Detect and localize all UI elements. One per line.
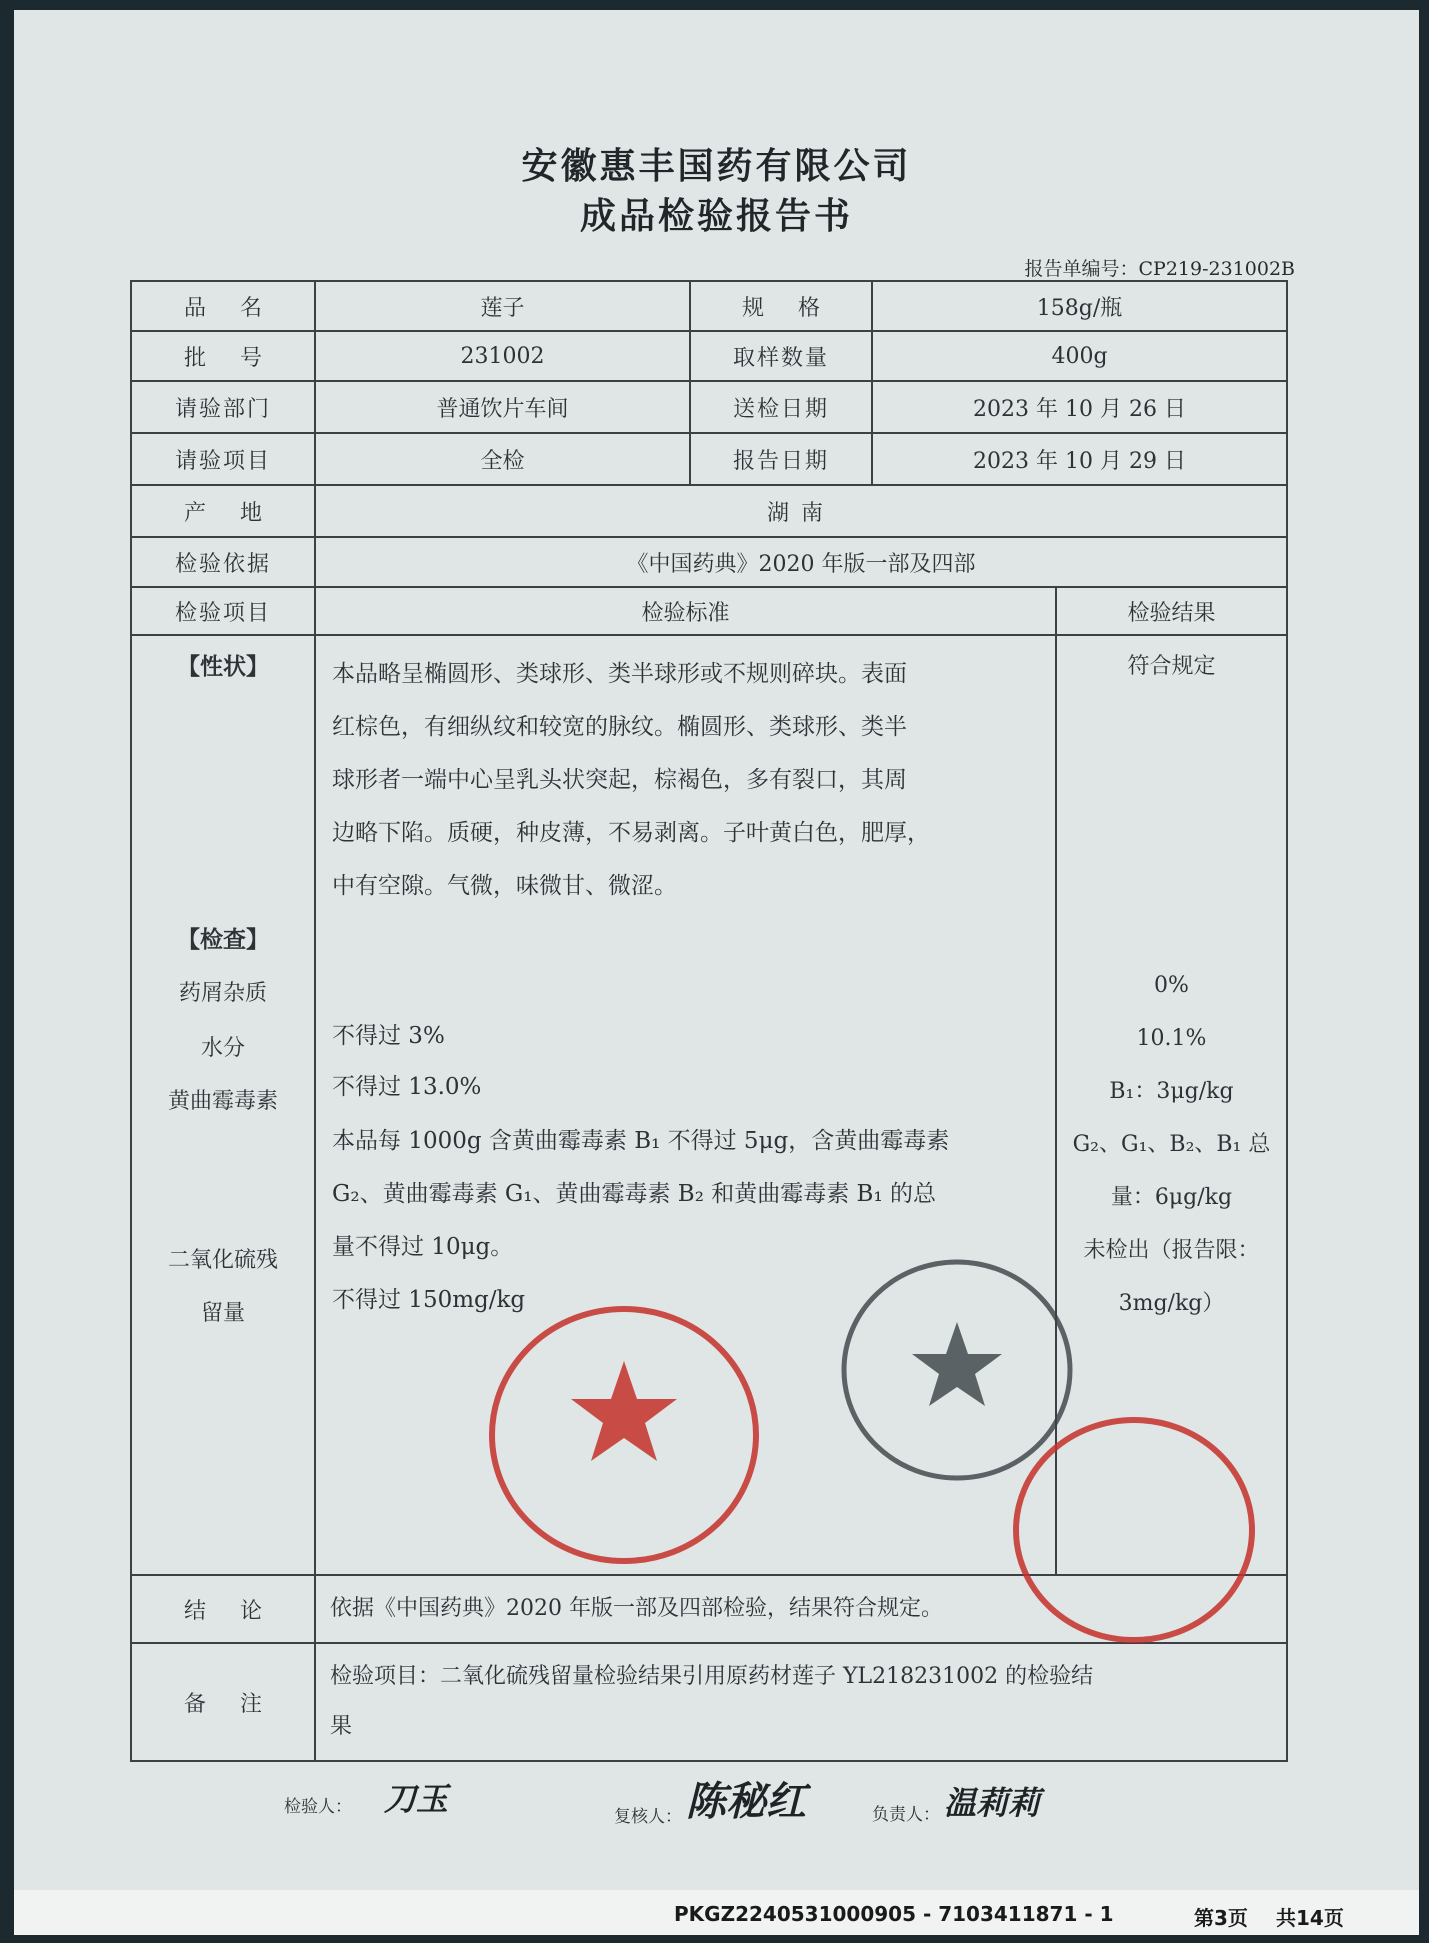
reviewer-signature: 陈秘红 — [686, 1778, 806, 1825]
signature-row — [14, 1780, 1419, 1840]
appearance-result: 符合规定 — [1127, 654, 1216, 679]
report-date-value: 2023 年 10 月 29 日 — [872, 433, 1287, 485]
basis-value: 《中国药典》2020 年版一部及四部 — [315, 537, 1287, 587]
sample-qty-value: 400g — [872, 331, 1287, 381]
col-item-header: 检验项目 — [131, 587, 315, 635]
company-title: 安徽惠丰国药有限公司 — [521, 146, 912, 187]
aflatoxin-result-line: B₁：3μg/kg — [1109, 1079, 1234, 1104]
submit-date-label: 送检日期 — [690, 381, 872, 433]
report-number-label: 报告单编号： — [1024, 258, 1139, 280]
so2-result-line: 3mg/kg） — [1118, 1291, 1225, 1316]
report-date-label: 报告日期 — [690, 433, 872, 485]
footer-page: 第3页 — [1194, 1906, 1248, 1930]
row-basis — [131, 537, 1287, 587]
row-batch — [131, 331, 1287, 381]
row-origin — [131, 485, 1287, 537]
aflatoxin-result-line: G₂、G₁、B₂、B₁ 总 — [1072, 1132, 1271, 1157]
inspector-signature: 刀玉 — [384, 1780, 449, 1818]
aflatoxin-std-line: 量不得过 10μg。 — [332, 1234, 514, 1260]
appearance-std-line: 本品略呈椭圆形、类球形、类半球形或不规则碎块。表面 — [332, 661, 907, 687]
water-result: 10.1% — [1136, 1026, 1207, 1051]
row-item — [131, 433, 1287, 485]
basis-label: 检验依据 — [131, 537, 315, 587]
conclusion-label: 结论 — [131, 1575, 315, 1643]
page-footer — [14, 1890, 1419, 1935]
origin-value: 湖南 — [315, 485, 1287, 537]
appearance-std-line: 球形者一端中心呈乳头状突起，棕褐色，多有裂口，其周 — [332, 767, 907, 793]
inspector-label: 检验人： — [284, 1797, 352, 1817]
water-std: 不得过 13.0% — [332, 1074, 482, 1100]
footer-total: 共14页 — [1276, 1906, 1344, 1930]
item-label: 请验项目 — [131, 433, 315, 485]
responsible-label: 负责人： — [872, 1805, 940, 1825]
remark-line1: 检验项目：二氧化硫残留量检验结果引用原药材莲子 YL218231002 的检验结 — [330, 1664, 1094, 1689]
aflatoxin-std-line: 本品每 1000g 含黄曲霉毒素 B₁ 不得过 5μg，含黄曲霉毒素 — [332, 1128, 950, 1154]
footer-code: PKGZ2240531000905 - 7103411871 - 1 — [674, 1902, 1114, 1926]
spec-value: 158g/瓶 — [872, 281, 1287, 331]
dept-value: 普通饮片车间 — [315, 381, 690, 433]
impurity-label: 药屑杂质 — [178, 981, 267, 1006]
water-label: 水分 — [200, 1036, 245, 1061]
report-paper — [14, 10, 1419, 1935]
test-items-column — [131, 635, 315, 1575]
sample-qty-label: 取样数量 — [690, 331, 872, 381]
batch-value: 231002 — [315, 331, 690, 381]
document-title: 成品检验报告书 — [579, 196, 853, 237]
appearance-std-line: 中有空隙。气微，味微甘、微涩。 — [332, 873, 677, 899]
product-name-label: 品名 — [131, 281, 315, 331]
appearance-std-line: 边略下陷。质硬，种皮薄，不易剥离。子叶黄白色，肥厚， — [332, 820, 930, 846]
submit-date-value: 2023 年 10 月 26 日 — [872, 381, 1287, 433]
aflatoxin-std-line: G₂、黄曲霉毒素 G₁、黄曲霉毒素 B₂ 和黄曲霉毒素 B₁ 的总 — [332, 1181, 936, 1207]
conclusion-text: 依据《中国药典》2020 年版一部及四部检验，结果符合规定。 — [315, 1575, 1287, 1643]
impurity-result: 0% — [1154, 973, 1189, 998]
category-appearance: 【性状】 — [177, 654, 269, 680]
so2-result-line: 未检出（报告限： — [1083, 1238, 1260, 1263]
report-number-value: CP219-231002B — [1138, 258, 1295, 280]
red-stamp-left — [474, 1295, 774, 1575]
reviewer-label: 复核人： — [614, 1807, 682, 1827]
row-remark — [131, 1643, 1287, 1761]
remark-line2: 果 — [330, 1714, 353, 1739]
so2-label-line2: 留量 — [200, 1301, 245, 1326]
impurity-std: 不得过 3% — [332, 1023, 445, 1049]
row-dept — [131, 381, 1287, 433]
row-column-headers — [131, 587, 1287, 635]
col-result-header: 检验结果 — [1056, 587, 1287, 635]
spec-label: 规格 — [690, 281, 872, 331]
spacer — [332, 913, 1045, 1013]
responsible-signature: 温莉莉 — [944, 1784, 1041, 1822]
category-inspection: 【检查】 — [177, 927, 269, 953]
aflatoxin-label: 黄曲霉毒素 — [167, 1089, 278, 1114]
aflatoxin-result-line: 量：6μg/kg — [1110, 1185, 1233, 1210]
report-number — [1024, 254, 1295, 281]
remark-label: 备注 — [131, 1643, 315, 1761]
item-value: 全检 — [315, 433, 690, 485]
so2-std: 不得过 150mg/kg — [332, 1287, 526, 1313]
red-stamp-right — [1004, 1410, 1264, 1650]
remark-text — [315, 1643, 1287, 1761]
product-name: 莲子 — [315, 281, 690, 331]
origin-label: 产地 — [131, 485, 315, 537]
row-product — [131, 281, 1287, 331]
batch-label: 批号 — [131, 331, 315, 381]
so2-label-line1: 二氧化硫残 — [167, 1248, 278, 1273]
dept-label: 请验部门 — [131, 381, 315, 433]
appearance-std-line: 红棕色，有细纵纹和较宽的脉纹。椭圆形、类球形、类半 — [332, 714, 907, 740]
col-standard-header: 检验标准 — [315, 587, 1056, 635]
